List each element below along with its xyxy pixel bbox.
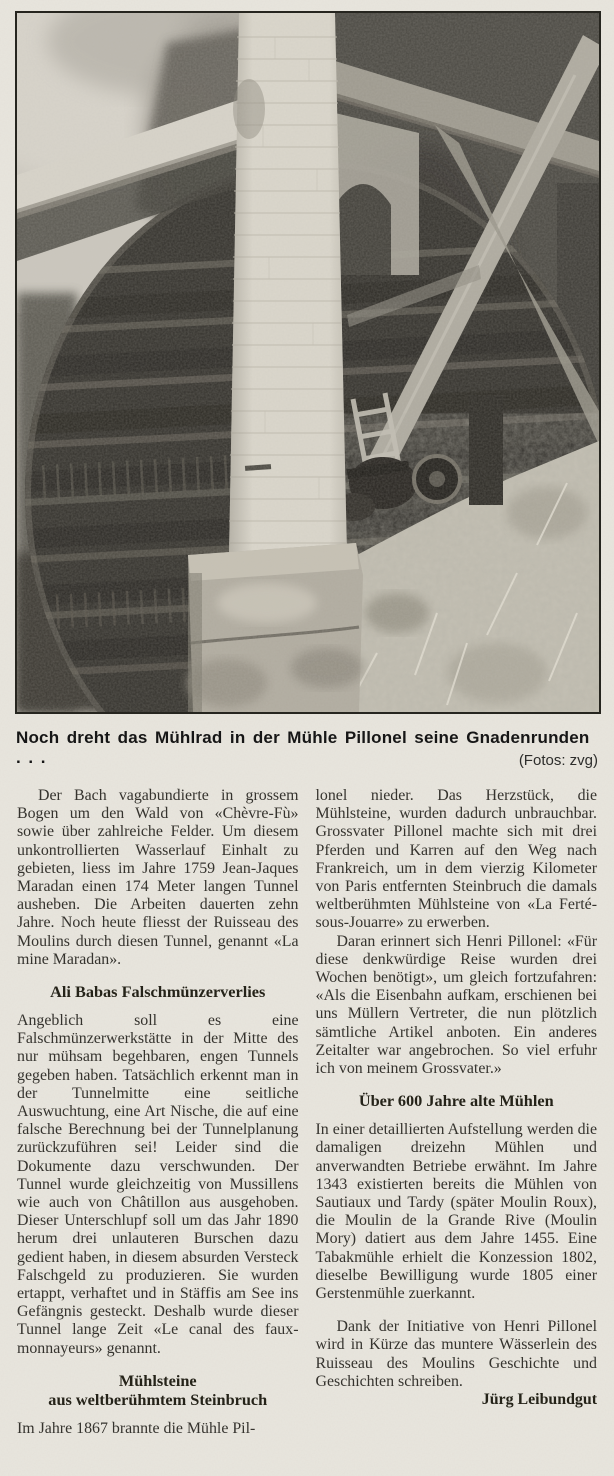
photo-credit: (Fotos: zvg) (518, 752, 598, 769)
photo-caption: Noch dreht das Mühlrad in der Mühle Pillonel seine Gnadenrunden . . . (16, 728, 590, 767)
paragraph: Daran erinnert sich Henri Pillonel: «Für diese denkwürdige Reise wurden drei Wochen benötigt», um gleich fortzufahren: «Als die Eisenbahn aufkam, erschienen bei uns Müllern Vertreter, die nun plötzlich sämtliche Artikel anboten. Ein anderes Zeitalter war angebrochen. So viel erfuhr ich von meinem Grossvater.» (315, 932, 597, 1078)
byline: Jürg Leibundgut (481, 1391, 597, 1409)
mill-wheel-photo (15, 11, 601, 714)
paragraph: Der Bach vagabundierte in grossem Bogen um den Wald von «Chèvre-Fù» sowie über zahlreiche Felder. Um diesem unkontrollierten Wasserlauf Einhalt zu gebieten, liess im Jahre 1759 Jean-Jaques Maradan einen 174 Meter langen Tunnel ausheben. Die Arbeiten dauerten zehn Jahre. Noch heute fliesst der Ruisseau des Moulins durch diesen Tunnel, genannt «La mine Maradan». (17, 787, 299, 968)
paragraph: Im Jahre 1867 brannte die Mühle Pil- (17, 1419, 256, 1437)
subheading-muehlsteine (17, 1371, 299, 1409)
subheading-line: Mühlsteine (118, 1370, 197, 1390)
subheading-falschmuenzerverlies: Ali Babas Falschmünzerverlies (50, 982, 266, 1002)
paragraph: Dank der Initiative von Henri Pillonel wird in Kürze das muntere Wässerlein des Ruisseau des Moulins Geschichte und Geschichten schreiben. (315, 1318, 597, 1390)
article-columns (17, 787, 597, 1438)
article-column-right (316, 787, 598, 1438)
article-column-left (17, 787, 299, 1438)
paragraph: lonel nieder. Das Herzstück, die Mühlsteine, wurden dadurch unbrauchbar. Grossvater Pillonel machte sich mit drei Pferden und Karren auf den Weg nach Frankreich, um in dem vierzig Kilometer von Paris entfernten Steinbruch die damals weltberühmten Mühlsteine von «La Ferté-sous-Jouarre» zu erwerben. (315, 787, 597, 932)
paragraph: Angeblich soll es eine Falschmünzerwerkstätte in der Mitte des nur mühsam begehbaren, engen Tunnels gegeben haben. Tatsächlich erkennt man in der Tunnelmitte eine seitliche Auswuchtung, eine Art Nische, die auf eine falsche Berechnung bei der Tunnelplanung zurückzuführen sei! Leider sind die Dokumente dazu verschwunden. Der Tunnel wurde gleichzeitig von Mussillens wie auch von Châtillon aus ausgehoben. Dieser Unterschlupf soll um das Jahr 1890 herum drei unlauteren Burschen dazu gedient haben, in diesem absurden Versteck Falschgeld zu produzieren. Sie wurden ertappt, verhaftet und in Stäffis am See ins Gefängnis gesteckt. Deshalb wurde dieser Tunnel lange Zeit «Le canal des faux-monnayeurs» genannt. (17, 1012, 299, 1357)
subheading-line: aus weltberühmtem Steinbruch (48, 1389, 268, 1409)
mill-wheel-photo-art (17, 13, 599, 712)
paragraph: In einer detaillierten Aufstellung werden die damaligen dreizehn Mühlen und anverwandten Betriebe erwähnt. Im Jahre 1343 existierten bereits die Mühlen von Sautiaux und Tardy (später Moulin Roux), die Moulin de la Grande Rive (Moulin Mory) datiert aus dem Jahre 1455. Eine Tabakmühle erhielt die Konzession 1802, dieselbe Bewilligung wurde 1805 einer Gerstenmühle zuerkannt. (315, 1121, 597, 1303)
subheading-alte-muehlen: Über 600 Jahre alte Mühlen (358, 1091, 554, 1111)
